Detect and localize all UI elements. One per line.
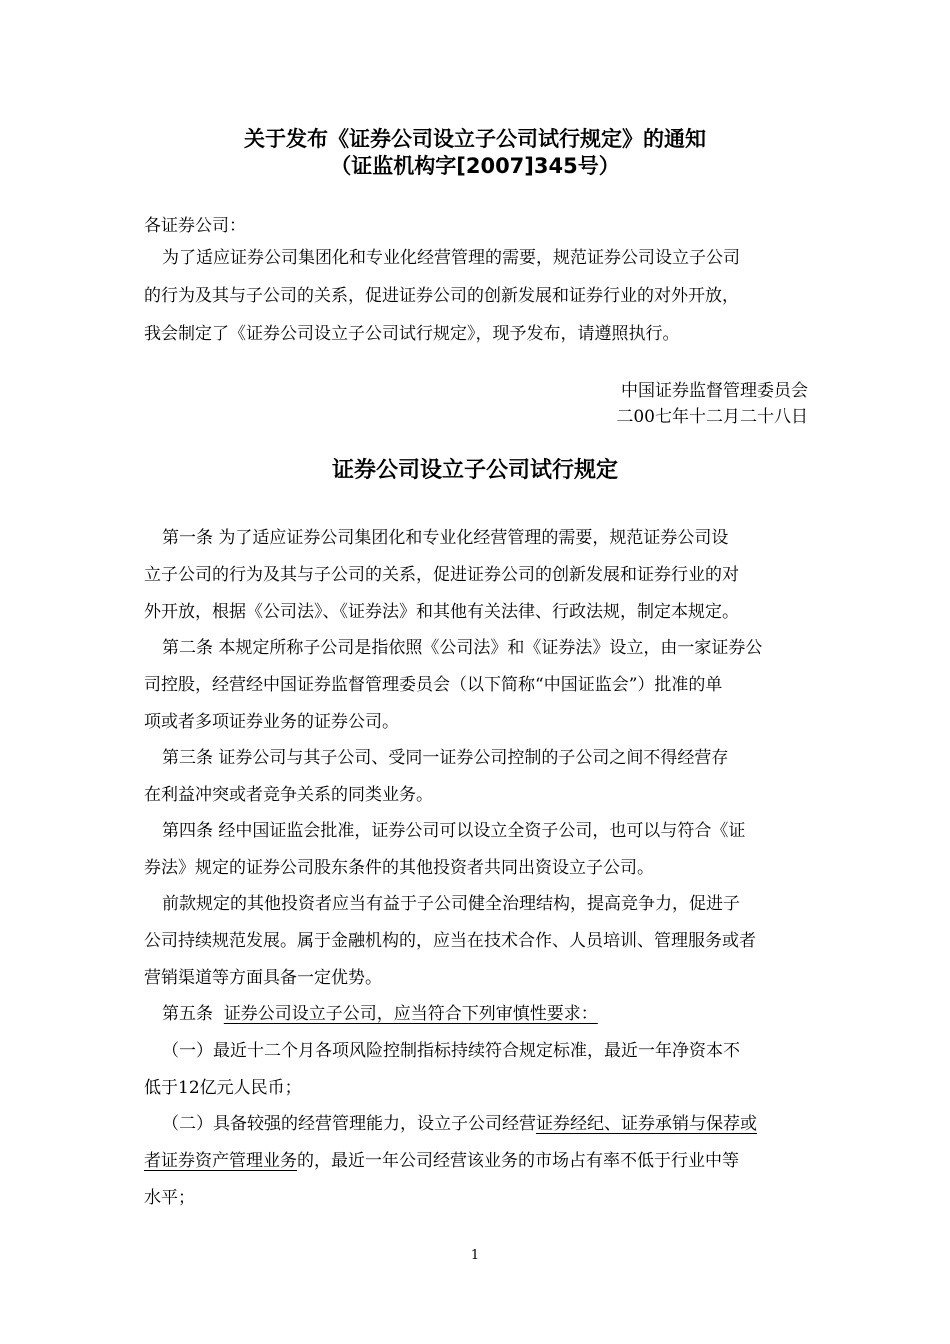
item-2-underlined-1: 证券经纪、证券承销与保荐或 [536,1114,757,1134]
article-2-line-3: 项或者多项证券业务的证券公司。 [144,712,399,732]
article-3-line-2: 在利益冲突或者竞争关系的同类业务。 [144,785,433,805]
rules-title: 证券公司设立子公司试行规定 [331,458,618,483]
item-2-prefix: （二）具备较强的经营管理能力，设立子公司经营 [162,1114,536,1134]
article-4-line-2: 券法》规定的证券公司股东条件的其他投资者共同出资设立子公司。 [144,858,654,878]
item-2-line-1 [162,1111,828,1137]
item-2-line-2 [144,1148,810,1174]
article-5-underlined-text: 证券公司设立子公司，应当符合下列审慎性要求： [223,1004,598,1024]
article-2-line-1: 第二条 本规定所称子公司是指依照《公司法》和《证券法》设立，由一家证券公 [162,638,763,658]
intro-line-2: 的行为及其与子公司的关系，促进证券公司的创新发展和证券行业的对外开放， [144,286,739,306]
article-5-label: 第五条 [162,1004,224,1024]
item-2-underlined-2: 者证券资产管理业务 [144,1151,297,1171]
article-1-line-3: 外开放，根据《公司法》、《证券法》和其他有关法律、行政法规，制定本规定。 [144,602,739,622]
document-number: （证监机构字[2007]345号） [330,154,620,178]
article-3-line-1: 第三条 证券公司与其子公司、受同一证券公司控制的子公司之间不得经营存 [162,748,729,768]
article-4-line-1: 第四条 经中国证监会批准，证券公司可以设立全资子公司，也可以与符合《证 [162,821,746,841]
item-2-line-3: 水平； [144,1188,195,1208]
salutation: 各证券公司： [144,216,246,236]
notice-title: 关于发布《证券公司设立子公司试行规定》的通知 [244,127,706,151]
issuer-signature: 中国证券监督管理委员会 [621,381,808,401]
article-1-line-2: 立子公司的行为及其与子公司的关系，促进证券公司的创新发展和证券行业的对 [144,565,739,585]
article-1-line-1: 第一条 为了适应证券公司集团化和专业化经营管理的需要，规范证券公司设 [162,528,729,548]
issue-date: 二00七年十二月二十八日 [616,407,808,427]
article-2-line-2: 司控股，经营经中国证券监督管理委员会（以下简称“中国证监会”）批准的单 [144,675,723,695]
item-1-line-2: 低于12亿元人民币； [144,1078,302,1098]
page-number: 1 [470,1248,480,1263]
article-4-para2-line-1: 前款规定的其他投资者应当有益于子公司健全治理结构，提高竞争力，促进子 [162,894,740,914]
intro-line-3: 我会制定了《证券公司设立子公司试行规定》，现予发布，请遵照执行。 [144,324,680,344]
article-5-line [162,1001,828,1027]
intro-line-1: 为了适应证券公司集团化和专业化经营管理的需要，规范证券公司设立子公司 [162,248,740,268]
item-1-line-1: （一）最近十二个月各项风险控制指标持续符合规定标准，最近一年净资本不 [162,1041,740,1061]
item-2-suffix: 的，最近一年公司经营该业务的市场占有率不低于行业中等 [297,1151,739,1171]
article-4-para2-line-3: 营销渠道等方面具备一定优势。 [144,968,382,988]
article-4-para2-line-2: 公司持续规范发展。属于金融机构的，应当在技术合作、人员培训、管理服务或者 [144,931,756,951]
